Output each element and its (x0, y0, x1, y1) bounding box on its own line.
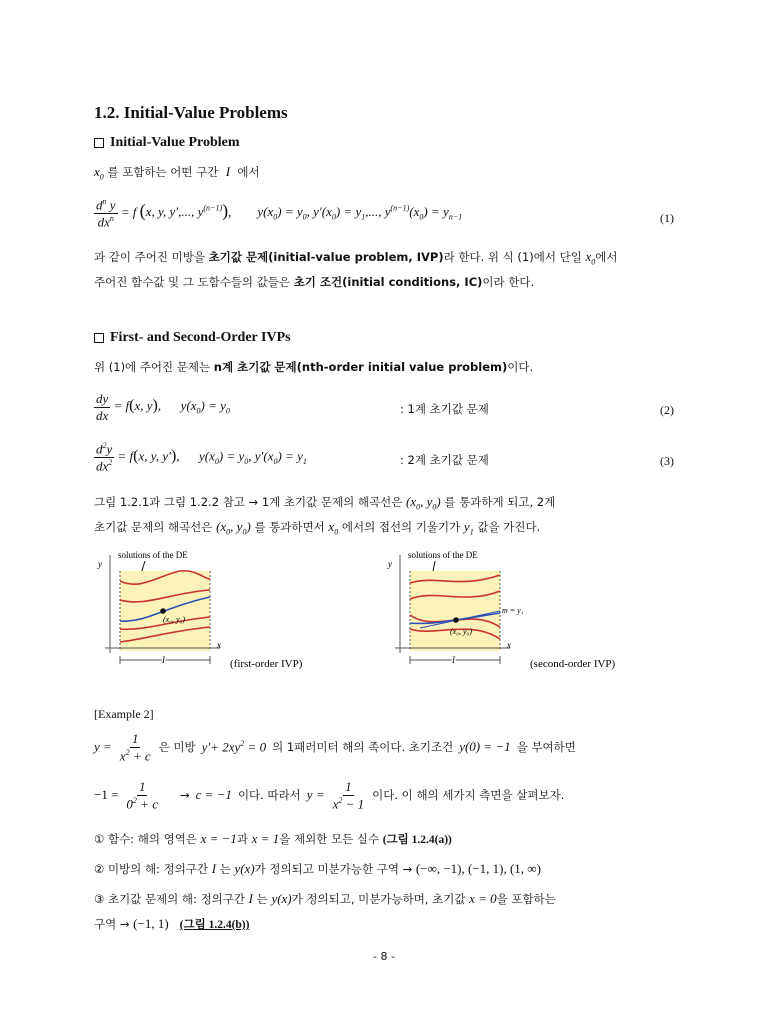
example-title: [Example 2] (94, 707, 154, 721)
paragraph-1: 과 같이 주어진 미방을 초기값 문제(initial-value problem, IVP)라 한다. 위 식 (1)에서 단일 $x_0$에서 (94, 249, 618, 267)
equation-1: $\frac{d^n y}{dx^n}$ = f (x, y, y′,..., $y^{(n-1)}$), $y(x_0) = y_0$, $y'(x_0) = y_1$,..., $y^{(n-1)}(x_0) = y_{n-1}$ (96, 197, 463, 230)
fig1-caption: (first-order IVP) (230, 658, 303, 670)
equation-2-number: (2) (660, 403, 674, 417)
example-line-1: y = $\frac{1}{x^2 + c}$ 은 미방 $y'+ 2xy^2 = 0$ 의 1패러미터 해의 족이다. 초기조건 y(0) = −1 을 부여하면 (94, 731, 576, 763)
item-2: ② 미방의 해: 정의구간 I 는 y(x)가 정의되고 미분가능한 구역 → (−∞, −1), (−1, 1), (1, ∞) (94, 861, 541, 876)
item-3: ③ 초기값 문제의 해: 정의구간 I 는 y(x)가 정의되고, 미분가능하며, 초기값 x = 0을 포함하는 (94, 891, 556, 906)
intro-line-2: 위 (1)에 주어진 문제는 n계 초기값 문제(nth-order initial value problem)이다. (94, 360, 534, 374)
equation-3-label: : 2계 초기값 문제 (400, 453, 489, 467)
fig2-interval-label: I (452, 655, 455, 665)
item-3-continued: 구역 → (−1, 1) (그림 1.2.4(b)) (94, 916, 250, 931)
fig1-point-label: (x₀, y₀) (163, 615, 185, 624)
equation-1-number: (1) (660, 211, 674, 225)
paragraph-2: 주어진 함수값 및 그 도함수들의 값들은 초기 조건(initial conditions, IC)이라 한다. (94, 275, 535, 289)
fig2-initial-point (453, 617, 459, 623)
fig2-slope-label: m = y₁ (502, 606, 524, 615)
subsection-heading-ivp (94, 135, 240, 151)
example-line-2: −1 = $\frac{1}{0^2 + c}$ → c = −1 이다. 따라서 y = $\frac{1}{x^2 - 1}$ 이다. 이 해의 세가지 측면을 살펴보자. (94, 779, 565, 811)
fig1-initial-point (160, 608, 166, 614)
fig1-x-label: x (217, 640, 221, 650)
fig2-top-label: solutions of the DE (408, 550, 478, 560)
fig1-y-label: y (98, 559, 102, 569)
section-title: 1.2. Initial-Value Problems (94, 103, 288, 122)
paragraph-3: 그림 1.2.1과 그림 1.2.2 참고 → 1계 초기값 문제의 해곡선은 ($x_0$, $y_0$) 를 통과하게 되고, 2계 (94, 494, 556, 512)
checkbox-square-icon (94, 333, 104, 343)
paragraph-4: 초기값 문제의 해곡선은 ($x_0$, $y_0$) 를 통과하면서 $x_0$ 에서의 접선의 기울기가 $y_1$ 값을 가진다. (94, 519, 541, 537)
page-number: - 8 - (373, 950, 395, 963)
subsection-heading-orders (94, 330, 291, 346)
fig2-region (410, 571, 500, 651)
fig2-x-label: x (507, 640, 511, 650)
item-1: ① 함수: 해의 영역은 x = −1과 x = 1을 제외한 모든 실수 (그림 1.2.4(a)) (94, 831, 452, 846)
equation-2: $\frac{dy}{dx}$ = f(x, y), $y(x_0) = y_0$ (96, 391, 230, 423)
fig2-point-label: (x₀, y₀) (450, 627, 472, 636)
checkbox-square-icon (94, 138, 104, 148)
equation-2-label: : 1계 초기값 문제 (400, 402, 489, 416)
fig2-y-label: y (388, 559, 392, 569)
figure-first-order-ivp (90, 545, 330, 675)
fig2-caption: (second-order IVP) (530, 658, 616, 670)
equation-3-number: (3) (660, 454, 674, 468)
fig1-interval-label: I (162, 655, 165, 665)
subsection-title: First- and Second-Order IVPs (110, 330, 291, 345)
equation-3: $\frac{d^2y}{dx^2}$ = f(x, y, y′), $y(x_0) = y_0$, $y'(x_0) = y_1$ (96, 441, 307, 474)
intro-line: $x_0$ 를 포함하는 어떤 구간 I 에서 (94, 164, 260, 182)
subsection-title: Initial-Value Problem (110, 135, 240, 150)
figure-second-order-ivp (380, 545, 670, 675)
fig1-top-label: solutions of the DE (118, 550, 188, 560)
